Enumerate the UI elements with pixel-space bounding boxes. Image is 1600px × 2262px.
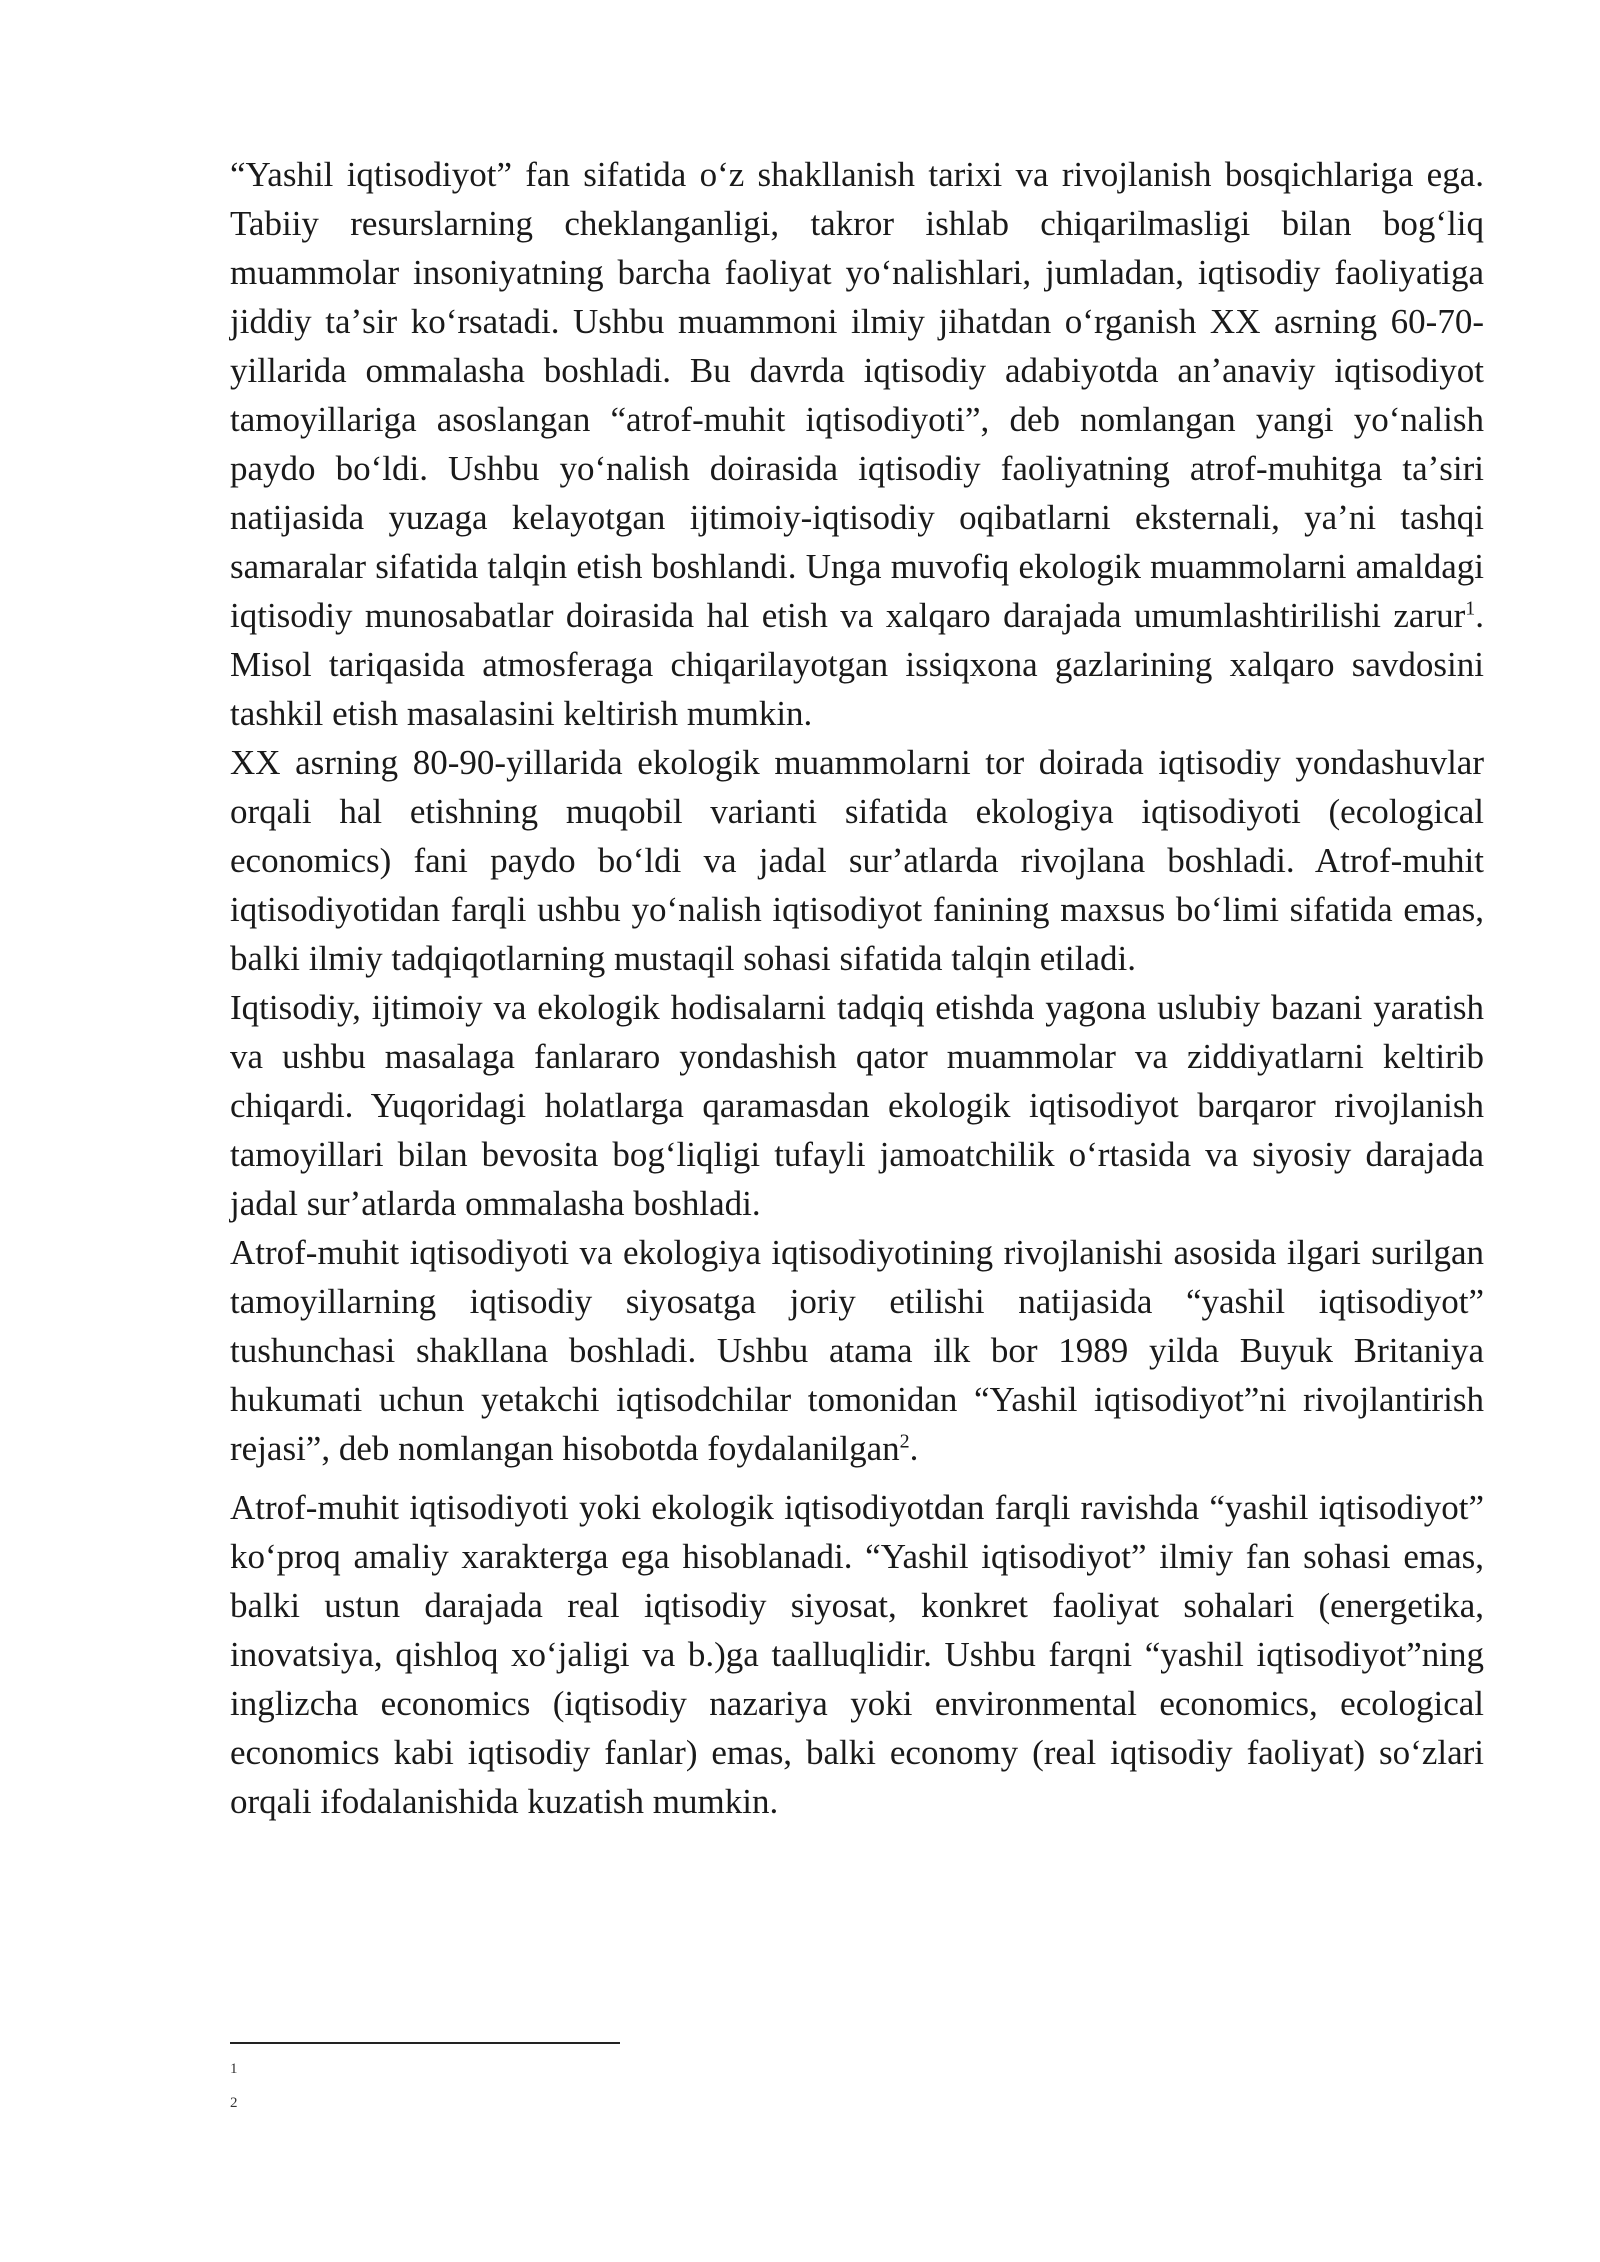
paragraph-4-text-end: . [909, 1429, 919, 1468]
footnote-separator [230, 2042, 620, 2044]
paragraph-1-text-end: . Misol tariqasida atmosferaga chiqarilayotgan issiqxona gazlarining xalqaro savdosini tashkil etish masalasini keltirish mumkin. [230, 596, 1484, 733]
paragraph-1-text: “Yashil iqtisodiyot” fan sifatida oʻz shakllanish tarixi va rivojlanish bosqichlariga ega. Tabiiy resurslarning cheklanganligi, takror ishlab chiqarilmasligi bilan bogʻliq muammolar insoniyatning barcha faoliyat yoʻnalishlari, jumladan, iqtisodiy faoliyatiga jiddiy taʼsir koʻrsatadi. Ushbu muammoni ilmiy jihatdan oʻrganish XX asrning 60-70-yillarida ommalasha boshladi. Bu davrda iqtisodiy adabiyotda anʼanaviy iqtisodiyot tamoyillariga asoslangan “atrof-muhit iqtisodiyoti”, deb nomlangan yangi yoʻnalish paydo boʻldi. Ushbu yoʻnalish doirasida iqtisodiy faoliyatning atrof-muhitga taʼsiri natijasida yuzaga kelayotgan ijtimoiy-iqtisodiy oqibatlarni eksternali, yaʼni tashqi samaralar sifatida talqin etish boshlandi. Unga muvofiq ekologik muammolarni amaldagi iqtisodiy munosabatlar doirasida hal etish va xalqaro darajada umumlashtirilishi zarur [230, 155, 1484, 635]
body-text [230, 150, 1484, 1826]
paragraph-4 [230, 1228, 1484, 1473]
paragraph-2: XX asrning 80-90-yillarida ekologik muammolarni tor doirada iqtisodiy yondashuvlar orqali hal etishning muqobil varianti sifatida ekologiya iqtisodiyoti (ecological economics) fani paydo boʻldi va jadal surʼatlarda rivojlana boshladi. Atrof-muhit iqtisodiyotidan farqli ushbu yoʻnalish iqtisodiyot fanining maxsus boʻlimi sifatida emas, balki ilmiy tadqiqotlarning mustaqil sohasi sifatida talqin etiladi. [230, 743, 1484, 978]
footnote-2-marker: 2 [230, 2095, 238, 2111]
paragraph-3: Iqtisodiy, ijtimoiy va ekologik hodisalarni tadqiq etishda yagona uslubiy bazani yaratish va ushbu masalaga fanlararo yondashish qator muammolar va ziddiyatlarni keltirib chiqardi. Yuqoridagi holatlarga qaramasdan ekologik iqtisodiyot barqaror rivojlanish tamoyillari bilan bevosita bogʻliqligi tufayli jamoatchilik oʻrtasida va siyosiy darajada jadal surʼatlarda ommalasha boshladi. [230, 988, 1484, 1223]
paragraph-4-text: Atrof-muhit iqtisodiyoti va ekologiya iqtisodiyotining rivojlanishi asosida ilgari surilgan tamoyillarning iqtisodiy siyosatga joriy etilishi natijasida “yashil iqtisodiyot” tushunchasi shakllana boshladi. Ushbu atama ilk bor 1989 yilda Buyuk Britaniya hukumati uchun yetakchi iqtisodchilar tomonidan “Yashil iqtisodiyot”ni rivojlantirish rejasi”, deb nomlangan hisobotda foydalanilgan [230, 1233, 1484, 1468]
footnote-1-marker: 1 [230, 2061, 238, 2077]
footnote-ref-1[interactable]: 1 [1465, 597, 1476, 620]
paragraph-5: Atrof-muhit iqtisodiyoti yoki ekologik iqtisodiyotdan farqli ravishda “yashil iqtisodiyot” koʻproq amaliy xarakterga ega hisoblanadi. “Yashil iqtisodiyot” ilmiy fan sohasi emas, balki ustun darajada real iqtisodiy siyosat, konkret faoliyat sohalari (energetika, inovatsiya, qishloq xoʻjaligi va b.)ga taalluqlidir. Ushbu farqni “yashil iqtisodiyot”ning inglizcha economics (iqtisodiy nazariya yoki environmental economics, ecological economics kabi iqtisodiy fanlar) emas, balki economy (real iqtisodiy faoliyat) soʻzlari orqali ifodalanishida kuzatish mumkin. [230, 1488, 1484, 1821]
footnote-ref-2[interactable]: 2 [899, 1430, 910, 1453]
paragraph-1 [230, 150, 1484, 738]
